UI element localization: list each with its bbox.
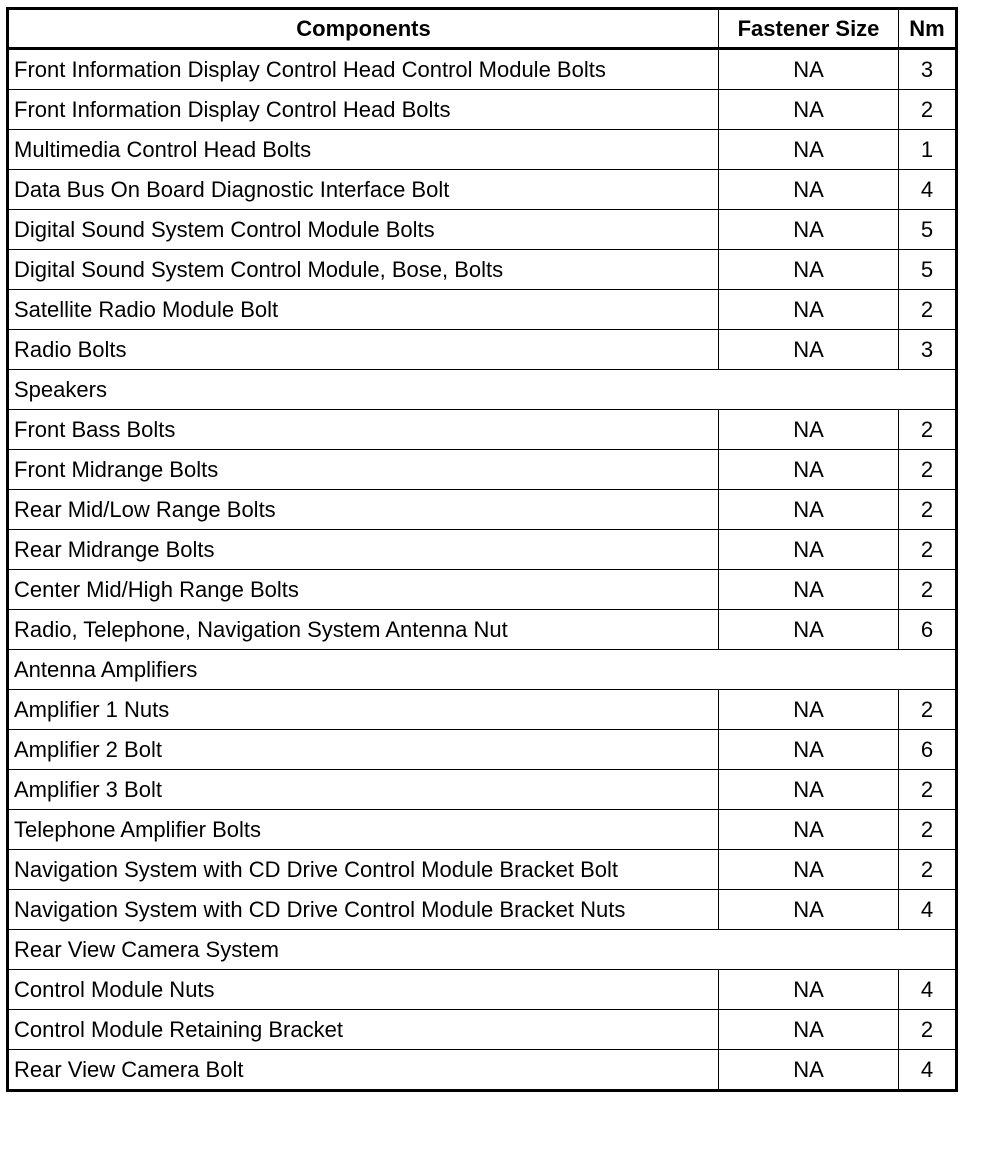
fastener-size-cell: NA (719, 850, 899, 890)
table-row (8, 49, 957, 90)
torque-nm-cell: 3 (899, 330, 957, 370)
component-cell: Digital Sound System Control Module, Bose, Bolts (8, 250, 719, 290)
table-header-row (8, 9, 957, 49)
torque-nm-cell: 2 (899, 810, 957, 850)
component-cell: Rear View Camera Bolt (8, 1050, 719, 1091)
fastener-size-cell: NA (719, 1010, 899, 1050)
table-row (8, 730, 957, 770)
torque-nm-cell: 2 (899, 770, 957, 810)
fastener-size-cell: NA (719, 90, 899, 130)
fastener-size-column-header: Fastener Size (719, 9, 899, 49)
component-cell: Amplifier 2 Bolt (8, 730, 719, 770)
section-header-row (8, 370, 957, 410)
torque-nm-cell: 2 (899, 690, 957, 730)
table-row (8, 970, 957, 1010)
component-cell: Amplifier 3 Bolt (8, 770, 719, 810)
table-row (8, 250, 957, 290)
component-cell: Telephone Amplifier Bolts (8, 810, 719, 850)
component-cell: Control Module Nuts (8, 970, 719, 1010)
table-row (8, 890, 957, 930)
table-row (8, 770, 957, 810)
fastener-size-cell: NA (719, 290, 899, 330)
component-cell: Amplifier 1 Nuts (8, 690, 719, 730)
torque-nm-cell: 2 (899, 410, 957, 450)
torque-nm-cell: 2 (899, 450, 957, 490)
table-row (8, 410, 957, 450)
torque-nm-cell: 6 (899, 610, 957, 650)
table-row (8, 570, 957, 610)
component-cell: Radio Bolts (8, 330, 719, 370)
table-row (8, 850, 957, 890)
torque-nm-cell: 4 (899, 970, 957, 1010)
section-header-label: Antenna Amplifiers (8, 650, 957, 690)
fastener-size-cell: NA (719, 570, 899, 610)
fastener-size-cell: NA (719, 1050, 899, 1091)
section-header-row (8, 650, 957, 690)
fastener-size-cell: NA (719, 130, 899, 170)
component-cell: Rear Mid/Low Range Bolts (8, 490, 719, 530)
component-cell: Multimedia Control Head Bolts (8, 130, 719, 170)
table-row (8, 1050, 957, 1091)
component-cell: Front Information Display Control Head Control Module Bolts (8, 49, 719, 90)
table-row (8, 90, 957, 130)
table-row (8, 690, 957, 730)
fastener-size-cell: NA (719, 490, 899, 530)
nm-column-header: Nm (899, 9, 957, 49)
component-cell: Front Midrange Bolts (8, 450, 719, 490)
torque-nm-cell: 2 (899, 290, 957, 330)
component-cell: Navigation System with CD Drive Control Module Bracket Bolt (8, 850, 719, 890)
component-cell: Center Mid/High Range Bolts (8, 570, 719, 610)
fastener-size-cell: NA (719, 330, 899, 370)
table-row (8, 290, 957, 330)
section-header-label: Speakers (8, 370, 957, 410)
table-row (8, 490, 957, 530)
fastener-size-cell: NA (719, 730, 899, 770)
component-cell: Data Bus On Board Diagnostic Interface Bolt (8, 170, 719, 210)
fastener-specification-table (6, 7, 958, 1092)
table-row (8, 170, 957, 210)
table-row (8, 450, 957, 490)
component-cell: Satellite Radio Module Bolt (8, 290, 719, 330)
component-cell: Radio, Telephone, Navigation System Antenna Nut (8, 610, 719, 650)
fastener-size-cell: NA (719, 530, 899, 570)
fastener-size-cell: NA (719, 890, 899, 930)
table-row (8, 330, 957, 370)
fastener-size-cell: NA (719, 210, 899, 250)
table-row (8, 1010, 957, 1050)
torque-nm-cell: 3 (899, 49, 957, 90)
component-cell: Navigation System with CD Drive Control Module Bracket Nuts (8, 890, 719, 930)
torque-nm-cell: 6 (899, 730, 957, 770)
torque-nm-cell: 5 (899, 210, 957, 250)
table-row (8, 810, 957, 850)
fastener-size-cell: NA (719, 250, 899, 290)
table-row (8, 130, 957, 170)
component-cell: Front Information Display Control Head Bolts (8, 90, 719, 130)
section-header-label: Rear View Camera System (8, 930, 957, 970)
torque-nm-cell: 2 (899, 90, 957, 130)
components-column-header: Components (8, 9, 719, 49)
component-cell: Control Module Retaining Bracket (8, 1010, 719, 1050)
torque-nm-cell: 2 (899, 1010, 957, 1050)
torque-nm-cell: 4 (899, 1050, 957, 1091)
torque-nm-cell: 4 (899, 890, 957, 930)
table-row (8, 210, 957, 250)
fastener-size-cell: NA (719, 610, 899, 650)
torque-nm-cell: 2 (899, 530, 957, 570)
fastener-size-cell: NA (719, 450, 899, 490)
component-cell: Front Bass Bolts (8, 410, 719, 450)
torque-nm-cell: 1 (899, 130, 957, 170)
table-body (8, 49, 957, 1091)
fastener-size-cell: NA (719, 770, 899, 810)
fastener-size-cell: NA (719, 810, 899, 850)
torque-nm-cell: 5 (899, 250, 957, 290)
table-row (8, 610, 957, 650)
fastener-size-cell: NA (719, 410, 899, 450)
torque-nm-cell: 2 (899, 570, 957, 610)
torque-nm-cell: 4 (899, 170, 957, 210)
torque-nm-cell: 2 (899, 490, 957, 530)
component-cell: Digital Sound System Control Module Bolts (8, 210, 719, 250)
component-cell: Rear Midrange Bolts (8, 530, 719, 570)
table-row (8, 530, 957, 570)
fastener-size-cell: NA (719, 970, 899, 1010)
fastener-size-cell: NA (719, 49, 899, 90)
section-header-row (8, 930, 957, 970)
fastener-size-cell: NA (719, 690, 899, 730)
torque-nm-cell: 2 (899, 850, 957, 890)
fastener-size-cell: NA (719, 170, 899, 210)
